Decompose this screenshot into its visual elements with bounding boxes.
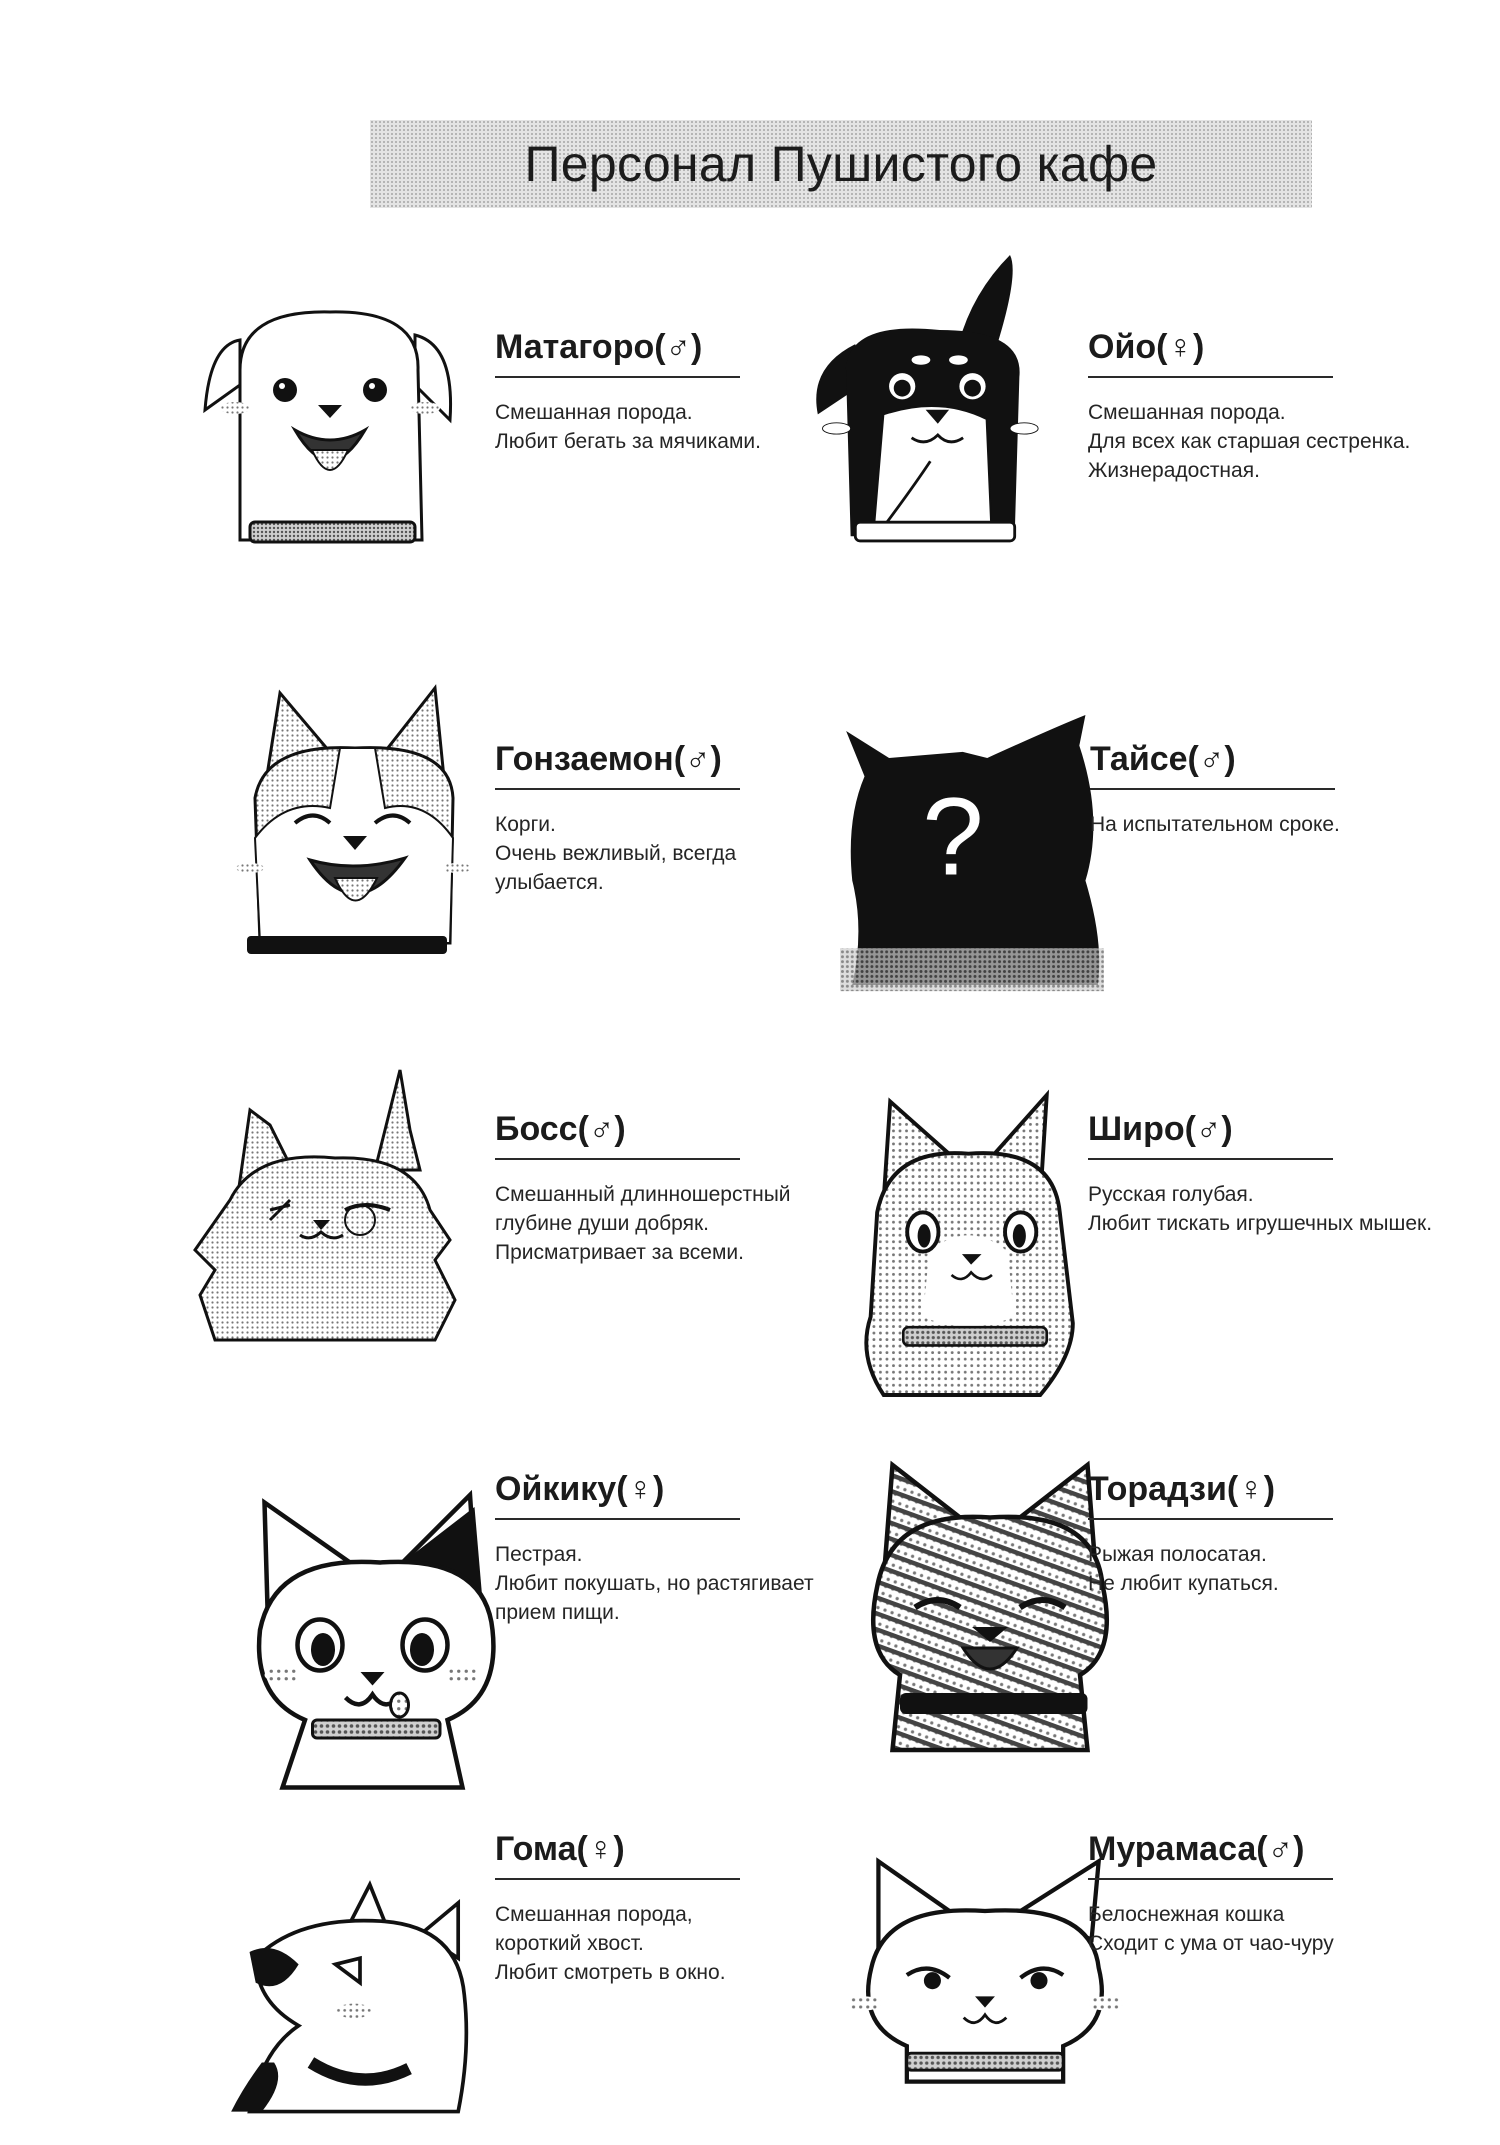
character-description: Корги. Очень вежливый, всегда улыбается.: [495, 813, 737, 894]
black-dog-portrait-icon: [800, 255, 1070, 555]
character-description: Смешанная порода, короткий хвост. Любит смотреть в окно.: [495, 1903, 726, 1984]
mystery-silhouette-icon: [840, 700, 1110, 1000]
character-description: Пестрая. Любит покушать, но растягивает прием пищи.: [495, 1543, 814, 1624]
character-description: На испытательном сроке.: [1090, 813, 1340, 836]
character-name: Широ(♂): [1088, 1110, 1333, 1160]
character-name: Мурамаса(♂): [1088, 1830, 1333, 1880]
gray-cat-portrait-icon: [840, 1095, 1110, 1395]
cat-looking-up-icon: [225, 1845, 495, 2145]
character-name: Босс(♂): [495, 1110, 740, 1160]
character-name: Гонзаемон(♂): [495, 740, 740, 790]
character-description: Смешанная порода. Для всех как старшая сестренка. Жизнерадостная.: [1088, 401, 1411, 482]
dog-portrait-icon: [200, 290, 470, 590]
character-name: Торадзи(♀): [1088, 1470, 1333, 1520]
character-description: Белоснежная кошка Сходит с ума от чао-чуру: [1088, 1903, 1334, 1955]
page-title-banner: [370, 120, 1312, 208]
calico-cat-portrait-icon: [245, 1495, 515, 1795]
character-description: Смешанный длинношерстный глубине души добряк. Присматривает за всеми.: [495, 1183, 791, 1264]
character-description: Рыжая полосатая. Не любит купаться.: [1088, 1543, 1279, 1595]
character-name: Тайсе(♂): [1090, 740, 1335, 790]
character-name: Гома(♀): [495, 1830, 740, 1880]
corgi-portrait-icon: [225, 678, 495, 978]
character-name: Ойо(♀): [1088, 328, 1333, 378]
character-name: Ойкику(♀): [495, 1470, 740, 1520]
character-name: Матагоро(♂): [495, 328, 740, 378]
page-title: Персонал Пушистого кафе: [524, 136, 1158, 192]
tabby-cat-portrait-icon: [855, 1465, 1125, 1765]
white-cat-portrait-icon: [850, 1825, 1120, 2125]
character-description: Русская голубая. Любит тискать игрушечных мышек.: [1088, 1183, 1433, 1235]
character-description: Смешанная порода. Любит бегать за мячиками.: [495, 401, 761, 453]
longhair-cat-portrait-icon: [195, 1060, 465, 1360]
svg-text:?: ?: [922, 775, 984, 899]
